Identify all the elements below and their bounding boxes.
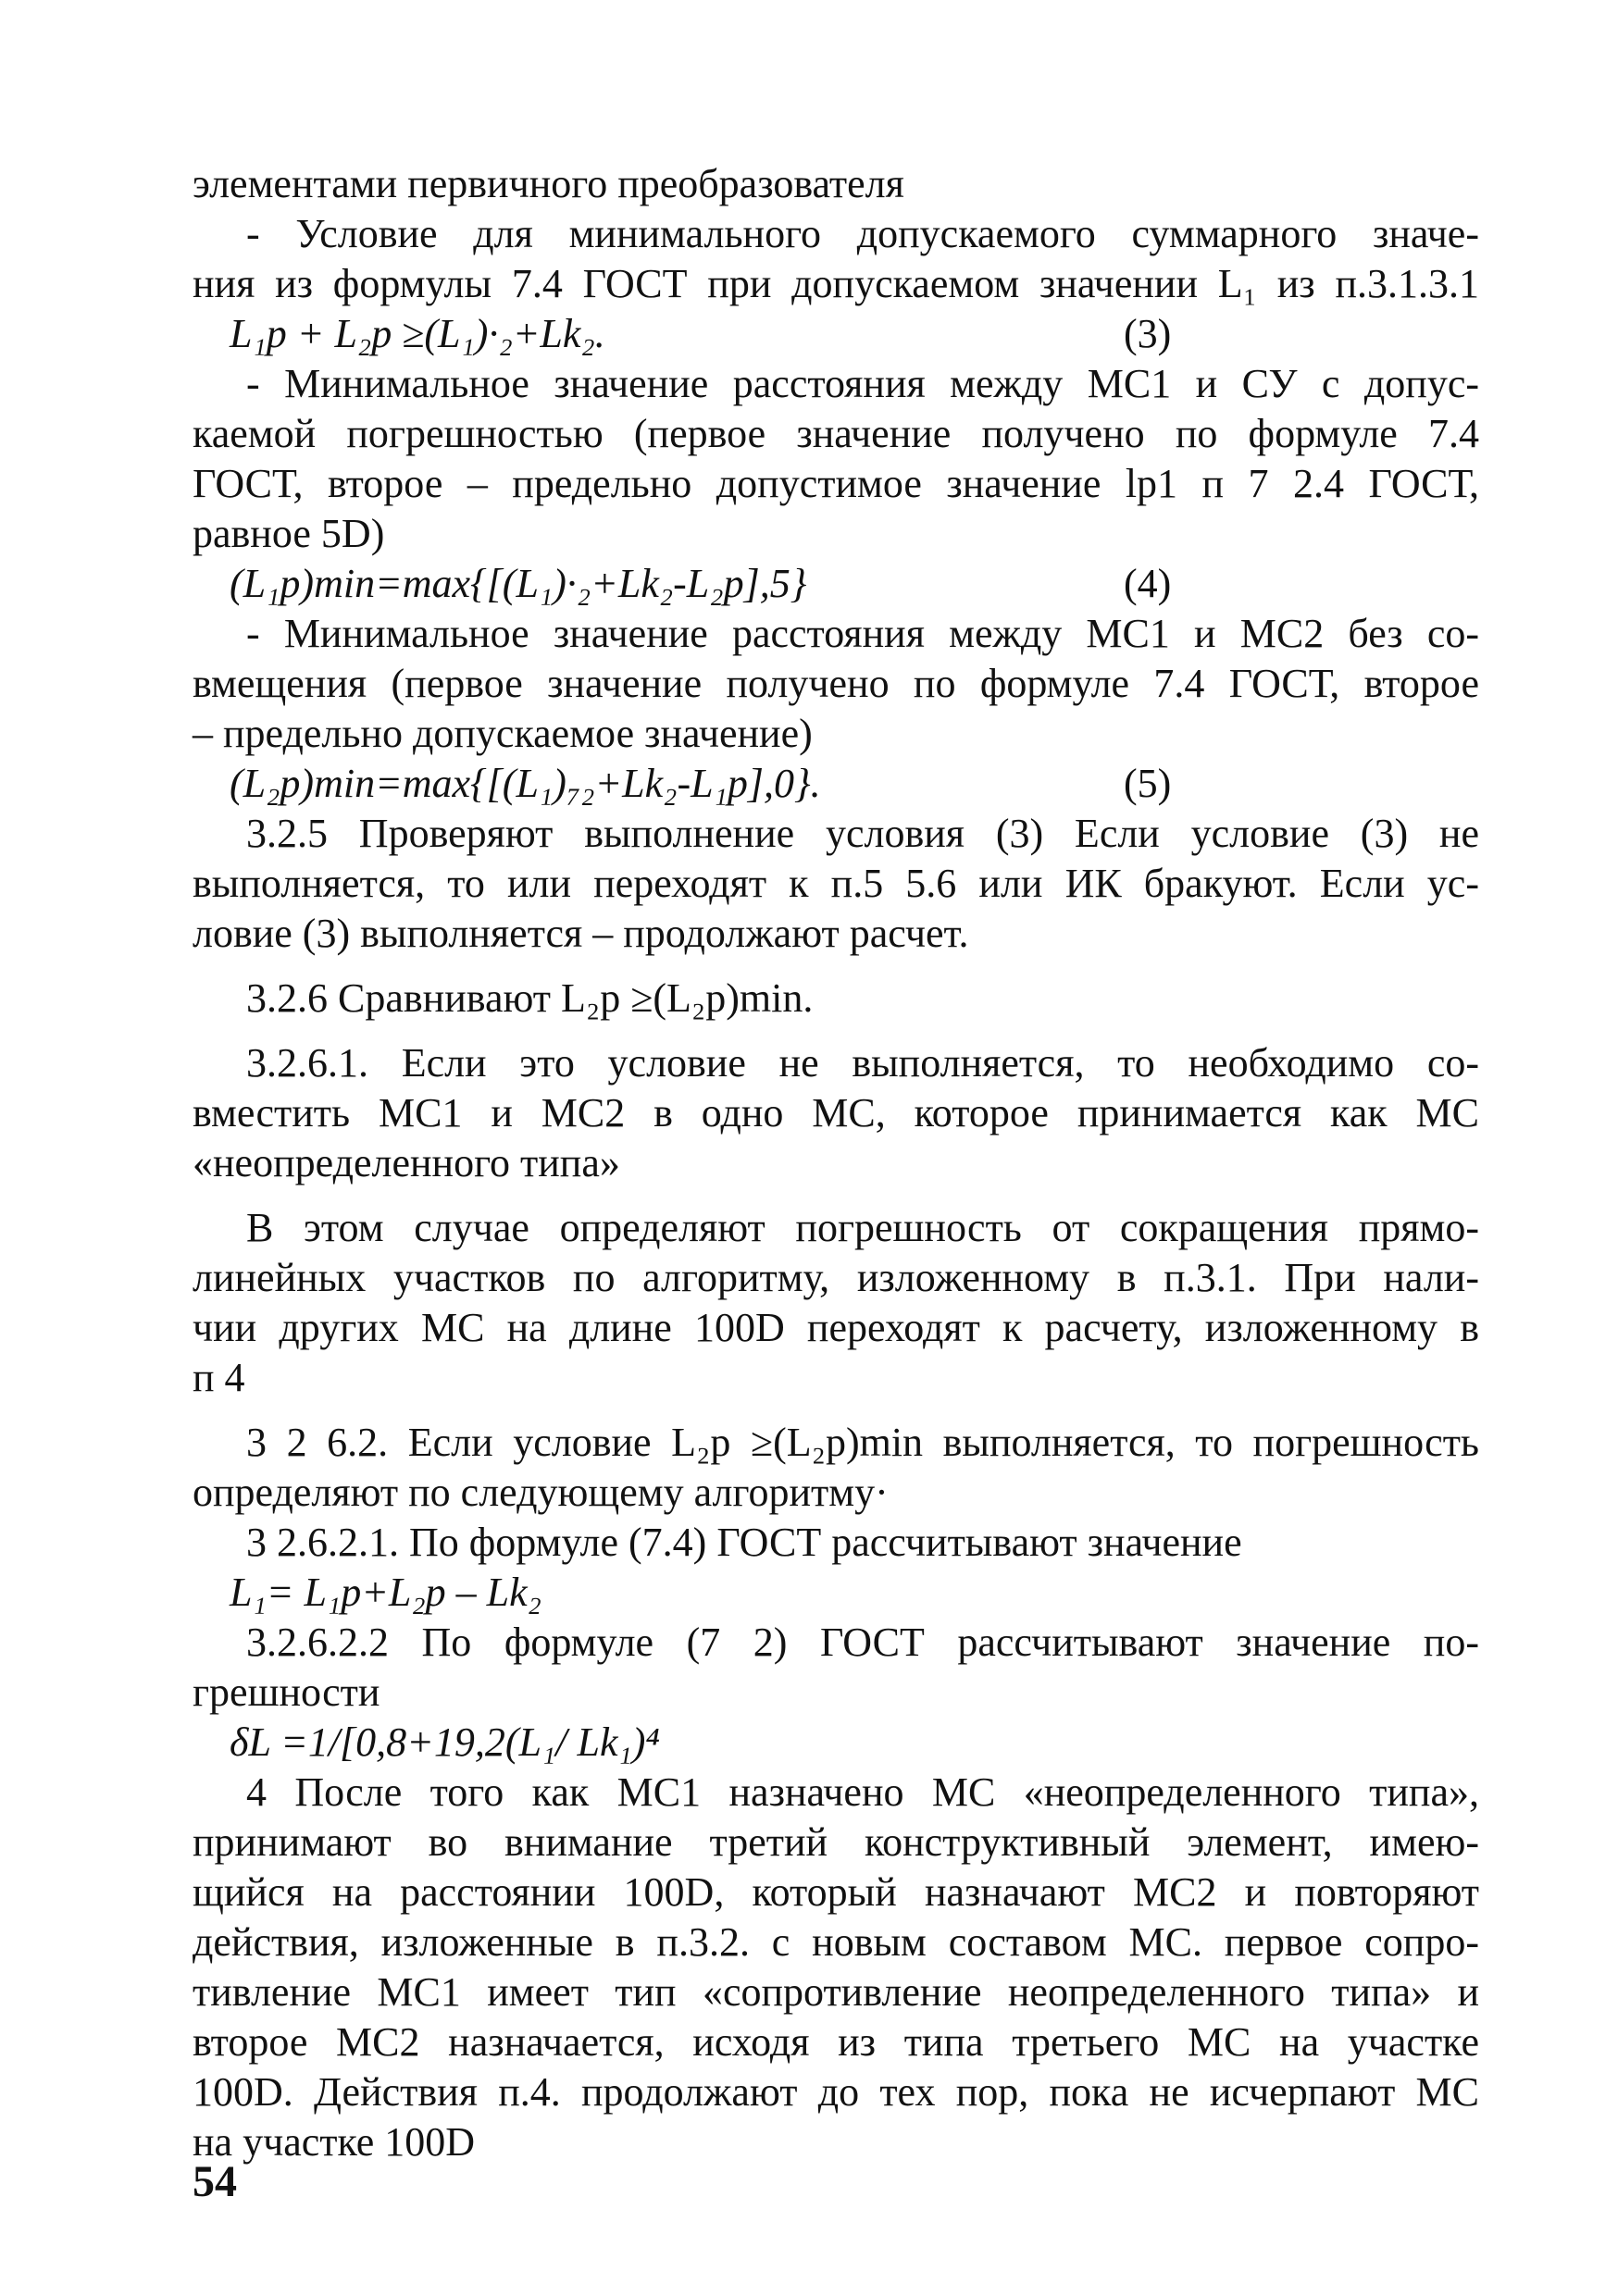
text-line: 3.2.6.1. Если это условие не выполняется, то необходимо со-: [246, 1040, 1479, 1086]
text-line: определяют по следующему алгоритму·: [193, 1470, 889, 1515]
text-line: второе МС2 назначается, исходя из типа третьего МС на участке: [193, 2019, 1479, 2065]
text-line: - Минимальное значение расстояния между МС1 и СУ с допус-: [246, 361, 1479, 406]
text-line: – предельно допускаемое значение): [193, 711, 813, 756]
text-line: линейных участков по алгоритму, изложенному в п.3.1. При нали-: [193, 1255, 1479, 1300]
equation-text: L₁p + L₂p ≥(L₁)·₂+Lk₂.: [230, 311, 605, 356]
text-line: «неопределенного типа»: [193, 1140, 620, 1185]
text-line: 3 2.6.2.1. По формуле (7.4) ГОСТ рассчитывают значение: [246, 1520, 1242, 1565]
text-line: принимают во внимание третий конструктивный элемент, имею-: [193, 1819, 1479, 1865]
text-line: грешности: [193, 1669, 380, 1715]
page-number: 54: [193, 2157, 237, 2206]
equation-number: (4): [1124, 561, 1172, 606]
text-line: вместить МС1 и МС2 в одно МС, которое принимается как МС: [193, 1090, 1479, 1136]
equation-7: [193, 1718, 1479, 1768]
text-line: 3.2.5 Проверяют выполнение условия (3) Если условие (3) не: [246, 811, 1479, 856]
text-line: 3 2 6.2. Если условие L₂p ≥(L₂p)min выполняется, то погрешность: [246, 1420, 1479, 1465]
equation-number: (5): [1124, 761, 1172, 806]
equation-3: [193, 309, 1479, 359]
text-line: равное 5D): [193, 511, 385, 556]
text-line: ГОСТ, второе – предельно допустимое значение lp1 п 7 2.4 ГОСТ,: [193, 461, 1479, 506]
equation-number: (3): [1124, 311, 1172, 356]
text-line: щийся на расстоянии 100D, который назначают МС2 и повторяют: [193, 1869, 1479, 1915]
text-line: вмещения (первое значение получено по формуле 7.4 ГОСТ, второе: [193, 661, 1479, 706]
equation-5: [193, 759, 1479, 809]
text-line: В этом случае определяют погрешность от сокращения прямо-: [246, 1205, 1479, 1250]
equation-4: [193, 559, 1479, 609]
equation-6: [193, 1568, 1479, 1618]
text-line: 100D. Действия п.4. продолжают до тех пор, пока не исчерпают МС: [193, 2069, 1479, 2115]
text-line: ловие (3) выполняется – продолжают расчет.: [193, 911, 969, 956]
text-line: выполняется, то или переходят к п.5 5.6 или ИК бракуют. Если ус-: [193, 861, 1479, 906]
text-line: каемой погрешностью (первое значение получено по формуле 7.4: [193, 411, 1479, 456]
text-line: 3.2.6 Сравнивают L₂p ≥(L₂p)min.: [246, 975, 814, 1021]
text-line: элементами первичного преобразователя: [193, 161, 904, 206]
equation-text: L₁= L₁p+L₂p – Lk₂: [230, 1570, 541, 1615]
text-line: ния из формулы 7.4 ГОСТ при допускаемом значении L₁ из п.3.1.3.1: [193, 261, 1479, 306]
equation-text: (L₁p)min=max{[(L₁)·₂+Lk₂-L₂p],5}: [230, 561, 807, 606]
text-line: на участке 100D: [193, 2119, 476, 2165]
text-line: 3.2.6.2.2 По формуле (7 2) ГОСТ рассчитывают значение по-: [246, 1620, 1479, 1665]
text-line: тивление МС1 имеет тип «сопротивление неопределенного типа» и: [193, 1969, 1479, 2015]
text-line: - Условие для минимального допускаемого суммарного значе-: [246, 211, 1479, 256]
text-line: чии других МС на длине 100D переходят к расчету, изложенному в: [193, 1305, 1479, 1350]
text-line: действия, изложенные в п.3.2. с новым составом МС. первое сопро-: [193, 1919, 1479, 1965]
equation-text: δL =1/[0,8+19,2(L₁/ Lk₁)⁴: [230, 1719, 660, 1765]
equation-text: (L₂p)min=max{[(L₁)₇₂+Lk₂-L₁p],0}.: [230, 761, 821, 806]
text-line: п 4: [193, 1355, 245, 1400]
text-line: 4 После того как МС1 назначено МС «неопределенного типа»,: [246, 1769, 1479, 1815]
document-page: [193, 159, 1479, 2167]
text-line: - Минимальное значение расстояния между МС1 и МС2 без со-: [246, 611, 1479, 656]
